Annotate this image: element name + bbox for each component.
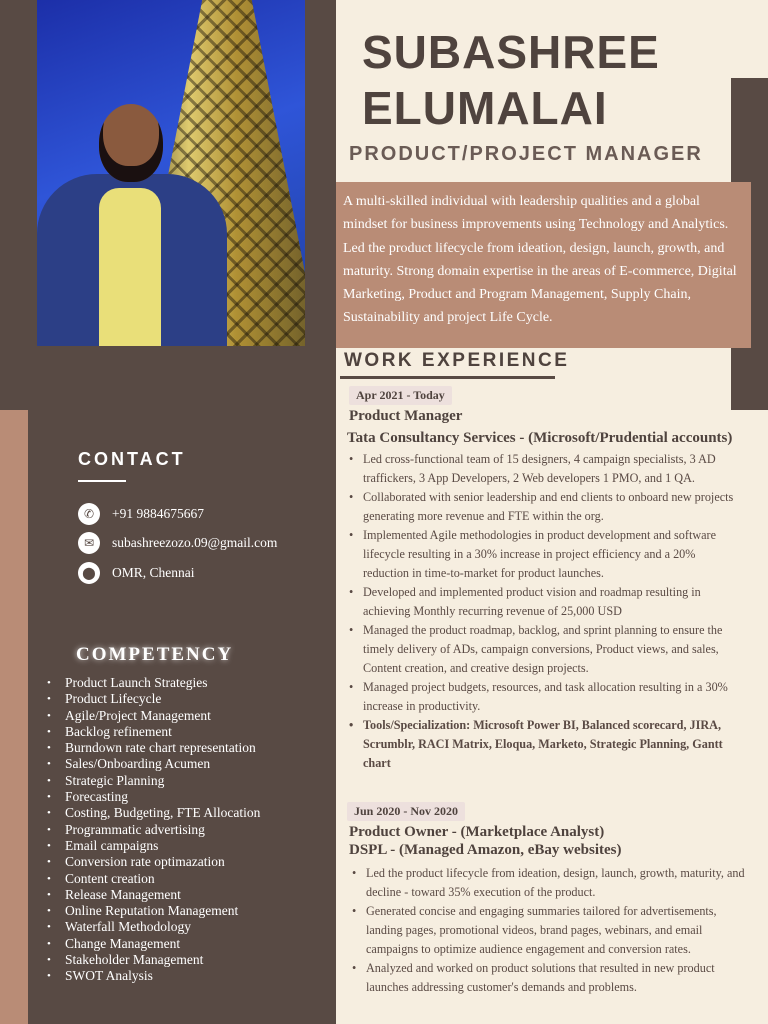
list-item: • Product Launch Strategies <box>47 675 260 691</box>
name-line-2: ELUMALAI <box>362 82 608 134</box>
list-item: • Online Reputation Management <box>47 903 260 919</box>
list-item: • Conversion rate optimazation <box>47 854 260 870</box>
list-item: • Programmatic advertising <box>47 822 260 838</box>
profile-photo <box>37 0 305 346</box>
contact-phone[interactable]: +91 9884675667 <box>112 506 204 521</box>
work-experience-heading: WORK EXPERIENCE <box>344 350 570 371</box>
list-item: • Managed the product roadmap, backlog, and sprint planning to ensure the timely delivery of ADs, campaign conversions, Product views, and sales, Content creation, and creative design projects. <box>347 621 742 678</box>
contact-location: OMR, Chennai <box>112 565 195 580</box>
contact-email[interactable]: subashreezozo.09@gmail.com <box>112 535 278 550</box>
profile-summary: A multi-skilled individual with leadership qualities and a global mindset for business improvements using Technology and Analytics. Led the product lifecycle from ideation, design, launch, growth, and maturity. Strong domain expertise in the areas of E-commerce, Digital Marketing, Product and Program Management, Supply Chain, Sustainability and project Life Cycle. <box>336 182 751 348</box>
job-2-dates: Jun 2020 - Nov 2020 <box>347 802 465 821</box>
person-illustration <box>37 140 237 346</box>
name-line-1: SUBASHREE <box>362 26 660 78</box>
list-item: • Burndown rate chart representation <box>47 740 260 756</box>
job-1-bullets <box>347 450 742 773</box>
list-item: • Collaborated with senior leadership and end clients to onboard new projects generating more revenue and FTE within the org. <box>347 488 742 526</box>
job-1-title: Product Manager <box>349 408 463 424</box>
contact-divider <box>78 480 126 482</box>
list-item: • Implemented Agile methodologies in product development and software lifecycle resulting in a 30% increase in project efficiency and a 20% reduction in time-to-market for product launches. <box>347 526 742 583</box>
job-2-company: DSPL - (Managed Amazon, eBay websites) <box>349 842 622 858</box>
list-item: • Tools/Specialization: Microsoft Power BI, Balanced scorecard, JIRA, Scrumblr, RACI Matrix, Eloqua, Marketo, Strategic Planning, Gantt chart <box>347 716 742 773</box>
list-item: • Generated concise and engaging summaries tailored for advertisements, landing pages, promotional videos, brand pages, webinars, and email campaigns to optimize audience engagement and conversion rates. <box>350 902 745 959</box>
list-item: • Change Management <box>47 936 260 952</box>
competency-heading: COMPETENCY <box>76 644 234 665</box>
candidate-name <box>362 24 732 136</box>
contact-email-row <box>78 532 277 554</box>
email-icon: ✉ <box>78 532 100 554</box>
job-1-dates: Apr 2021 - Today <box>349 386 452 405</box>
job-2-title: Product Owner - (Marketplace Analyst) <box>349 824 605 840</box>
contact-location-row <box>78 562 195 584</box>
list-item: • Backlog refinement <box>47 724 260 740</box>
list-item: • SWOT Analysis <box>47 968 260 984</box>
list-item: • Managed project budgets, resources, and task allocation resulting in a 30% increase in productivity. <box>347 678 742 716</box>
list-item: • Costing, Budgeting, FTE Allocation <box>47 805 260 821</box>
list-item: • Developed and implemented product vision and roadmap resulting in achieving Monthly recurring revenue of 25,000 USD <box>347 583 742 621</box>
phone-icon: ✆ <box>78 503 100 525</box>
list-item: • Agile/Project Management <box>47 708 260 724</box>
list-item: • Stakeholder Management <box>47 952 260 968</box>
list-item: • Analyzed and worked on product solutions that resulted in new product launches addressing customer's demands and problems. <box>350 959 745 997</box>
list-item: • Forecasting <box>47 789 260 805</box>
list-item: • Led the product lifecycle from ideation, design, launch, growth, maturity, and decline - toward 35% execution of the product. <box>350 864 745 902</box>
list-item: • Content creation <box>47 871 260 887</box>
list-item: • Led cross-functional team of 15 designers, 4 campaign specialists, 3 AD traffickers, 3 App Developers, 2 Web developers 1 PMO, and 1 QA. <box>347 450 742 488</box>
list-item: • Waterfall Methodology <box>47 919 260 935</box>
contact-heading: CONTACT <box>78 449 186 469</box>
competency-list <box>47 675 260 985</box>
contact-phone-row <box>78 503 204 525</box>
job-2-bullets <box>350 864 745 997</box>
list-item: • Product Lifecycle <box>47 691 260 707</box>
job-role-title: PRODUCT/PROJECT MANAGER <box>349 143 703 165</box>
work-experience-divider <box>340 376 555 379</box>
list-item: • Sales/Onboarding Acumen <box>47 756 260 772</box>
list-item: • Email campaigns <box>47 838 260 854</box>
list-item: • Release Management <box>47 887 260 903</box>
job-1-company: Tata Consultancy Services - (Microsoft/Prudential accounts) <box>347 430 733 446</box>
location-pin-icon: ⬤ <box>78 562 100 584</box>
list-item: • Strategic Planning <box>47 773 260 789</box>
